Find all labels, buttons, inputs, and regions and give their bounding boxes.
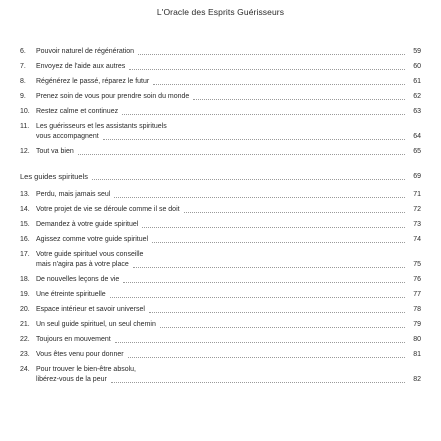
entry-page-number: 63 [413,108,421,115]
entry-title: Demandez à votre guide spirituel [36,221,139,228]
entry-page-number: 78 [413,306,421,313]
entry-number: 23. [20,351,30,358]
entry-number: 18. [20,276,30,283]
entry-number: 16. [20,236,30,243]
dot-leader [123,281,405,283]
dot-leader [152,241,405,243]
entry-title: Prenez soin de vous pour prendre soin du monde [36,93,190,100]
entry-page-number: 81 [413,351,421,358]
entry-number: 8. [20,78,26,85]
entry-page-number: 64 [413,133,421,140]
entry-number: 15. [20,221,30,228]
entry-title: Un seul guide spirituel, un seul chemin [36,321,156,328]
entry-title: Agissez comme votre guide spirituel [36,236,149,243]
entry-number: 13. [20,191,30,198]
toc-entry-line [0,375,441,385]
entry-title: Pour trouver le bien-être absolu, [36,366,136,373]
dot-leader [78,153,405,155]
entry-page-number: 75 [413,261,421,268]
dot-leader [133,266,405,268]
toc-entry-line [0,62,441,72]
dot-leader [111,381,405,383]
entry-page-number: 61 [413,78,421,85]
entry-title: Tout va bien [36,148,74,155]
entry-number: 20. [20,306,30,313]
entry-title: Perdu, mais jamais seul [36,191,111,198]
entry-title: Toujours en mouvement [36,336,111,343]
entry-number: 11. [20,123,30,130]
dot-leader [160,326,405,328]
toc-entry-line [0,147,441,157]
entry-title: Une étreinte spirituelle [36,291,106,298]
entry-page-number: 72 [413,206,421,213]
entry-title: Envoyez de l'aide aux autres [36,63,126,70]
entry-page-number: 80 [413,336,421,343]
entry-title: Vous êtes venu pour donner [36,351,124,358]
section-title: Les guides spirituels [20,172,88,181]
toc-entry-line [0,350,441,360]
entry-number: 17. [20,251,30,258]
entry-title: Votre guide spirituel vous conseille [36,251,144,258]
toc-entry-line [0,235,441,245]
entry-title: Votre projet de vie se déroule comme il se doit [36,206,180,213]
toc-entry-line [0,320,441,330]
toc-entry-line [0,260,441,270]
entry-title: vous accompagnent [36,133,99,140]
entry-number: 24. [20,366,30,373]
entry-title: Pouvoir naturel de régénération [36,48,135,55]
entry-page-number: 79 [413,321,421,328]
book-title: L'Oracle des Esprits Guérisseurs [156,7,285,17]
toc-entry-line [0,77,441,87]
entry-page-number: 77 [413,291,421,298]
dot-leader [122,113,405,115]
dot-leader [92,178,405,180]
dot-leader [114,196,405,198]
entry-number: 12. [20,148,30,155]
entry-number: 22. [20,336,30,343]
entry-page-number: 71 [413,191,421,198]
entry-page-number: 59 [413,48,421,55]
dot-leader [115,341,405,343]
entry-title: Les guérisseurs et les assistants spirituels [36,123,167,130]
entry-number: 14. [20,206,30,213]
entry-title: Espace intérieur et savoir universel [36,306,145,313]
entry-number: 6. [20,48,26,55]
section-page-number: 69 [413,173,421,180]
entry-page-number: 76 [413,276,421,283]
toc-entry-line [0,92,441,102]
dot-leader [128,356,405,358]
toc-entry-line [0,205,441,215]
entry-page-number: 62 [413,93,421,100]
dot-leader [184,211,405,213]
toc-entry-line [0,47,441,57]
dot-leader [193,98,405,100]
toc-entry-line [0,365,441,375]
toc-entry-line [0,122,441,132]
toc-entry-line [0,250,441,260]
toc-entry-line [0,335,441,345]
section-heading [0,172,441,182]
entry-page-number: 60 [413,63,421,70]
entry-page-number: 82 [413,376,421,383]
entry-number: 10. [20,108,30,115]
entry-number: 21. [20,321,30,328]
entry-page-number: 74 [413,236,421,243]
entry-title: libérez-vous de la peur [36,376,107,383]
dot-leader [110,296,405,298]
toc-entry-line [0,132,441,142]
dot-leader [142,226,405,228]
dot-leader [129,68,405,70]
entry-page-number: 73 [413,221,421,228]
toc-entry-line [0,275,441,285]
entry-page-number: 65 [413,148,421,155]
entry-title: mais n'agira pas à votre place [36,261,129,268]
dot-leader [103,138,405,140]
entry-number: 7. [20,63,26,70]
dot-leader [153,83,405,85]
toc-entry-line [0,220,441,230]
dot-leader [149,311,405,313]
toc-entry-line [0,190,441,200]
entry-number: 9. [20,93,26,100]
entry-title: De nouvelles leçons de vie [36,276,120,283]
dot-leader [138,53,405,55]
entry-title: Restez calme et continuez [36,108,119,115]
entry-title: Régénérez le passé, réparez le futur [36,78,150,85]
toc-entry-line [0,305,441,315]
toc-entry-line [0,107,441,117]
entry-number: 19. [20,291,30,298]
toc-entry-line [0,290,441,300]
